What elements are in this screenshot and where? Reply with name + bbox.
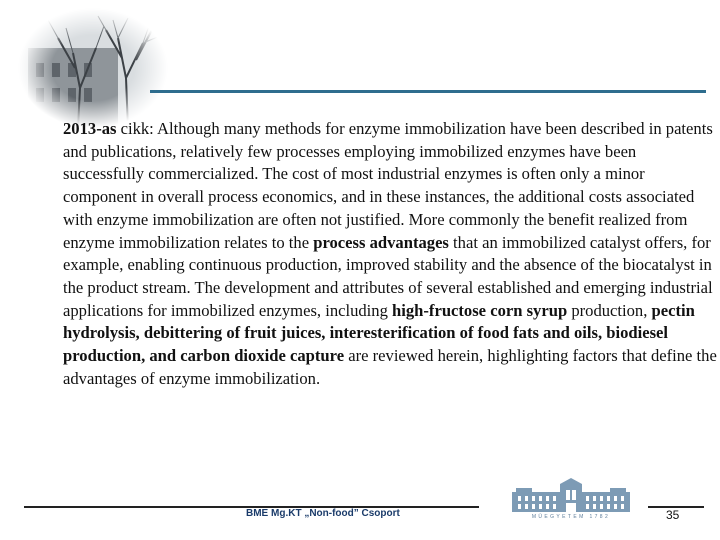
paragraph-bold-segment: process advantages xyxy=(313,232,449,252)
header-photo xyxy=(18,8,168,128)
university-building-logo xyxy=(508,478,634,520)
page-number: 35 xyxy=(666,508,680,522)
paragraph-bold-segment: 2013-as xyxy=(63,119,117,138)
logo-caption: MŰEGYETEM 1782 xyxy=(531,514,611,520)
paragraph-segment: that an immobilized catalyst offers, for example, enabling continuous production, improved stability and the absence of the biocatalyst in the product stream. The development and attributes of several established and emerging industrial applications for immobilized enzymes, including xyxy=(63,232,713,320)
slide-paragraph xyxy=(63,118,719,390)
footer-group-label: BME Mg.KT „Non-food” Csoport xyxy=(246,508,400,519)
header-accent-rule xyxy=(150,90,706,93)
paragraph-segment: cikk: Although many methods for enzyme immobilization have been described in patents and publications, relatively few processes employing immobilized enzymes have been successfully commercialized. The cost of most industrial enzymes is often only a minor component in overall process economics, and in these instances, the additional costs associated with enzyme immobilization are often not justified. More commonly the benefit realized from enzyme immobilization relates to the xyxy=(63,119,713,252)
paragraph-bold-segment: pectin hydrolysis, debittering of fruit juices, interesterification of food fats and oils, biodiesel production, and carbon dioxide capture xyxy=(63,300,695,366)
paragraph-bold-segment: high-fructose corn syrup xyxy=(392,300,568,320)
paragraph-segment: are reviewed herein, highlighting factors that define the advantages of enzyme immobilization. xyxy=(63,346,717,388)
paragraph-segment: production, xyxy=(567,300,652,320)
